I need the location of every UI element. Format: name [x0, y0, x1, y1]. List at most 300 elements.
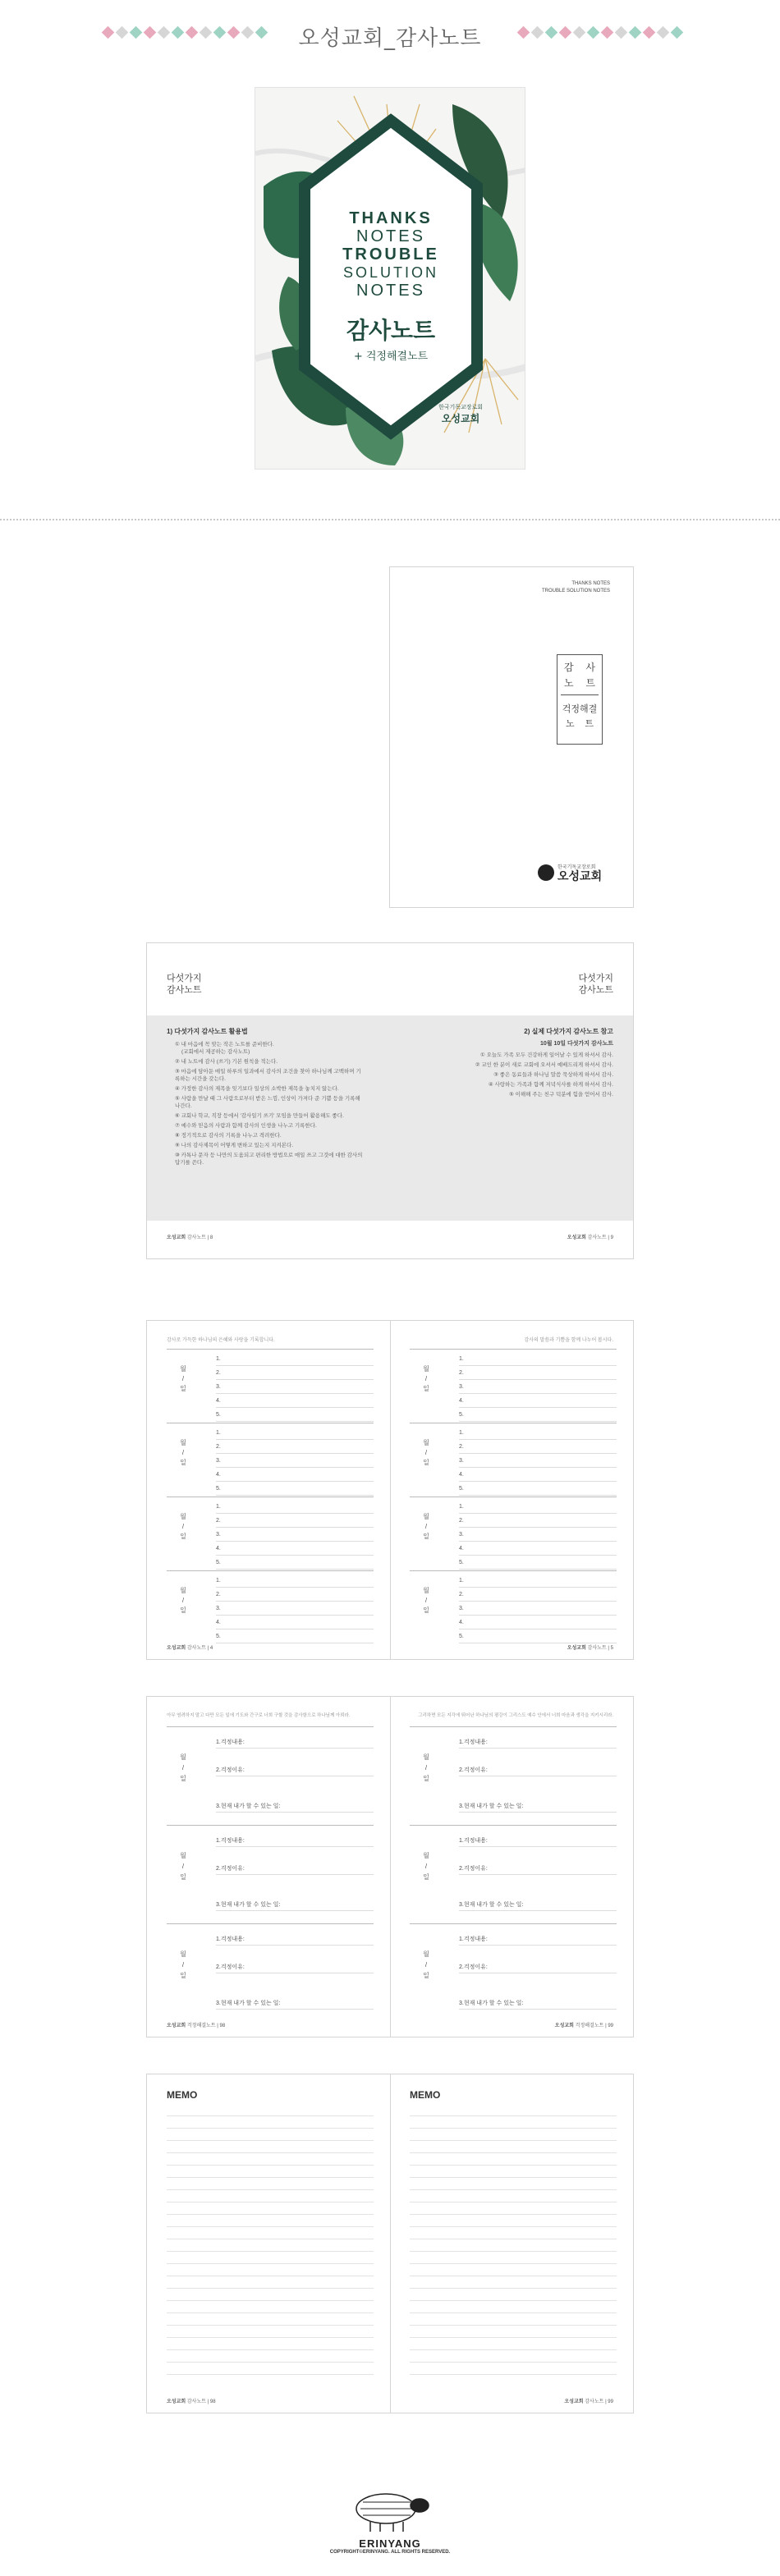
- thanks-line[interactable]: [216, 1630, 374, 1643]
- date-label: /: [181, 1863, 185, 1870]
- worry-field[interactable]: [216, 1898, 374, 1911]
- title-box-char: 감: [564, 662, 574, 673]
- date-label: 월: [180, 1950, 186, 1958]
- memo-right-footer: [564, 2397, 613, 2404]
- thanks-line[interactable]: [216, 1409, 374, 1422]
- worry-field-label: 3.현재 내가 할 수 있는 일:: [216, 1902, 281, 1908]
- thanks-line[interactable]: [216, 1353, 374, 1366]
- date-column: [410, 1949, 443, 1981]
- date-label: 월: [180, 1587, 186, 1594]
- worry-field[interactable]: [459, 1735, 617, 1749]
- worry-field[interactable]: [216, 1834, 374, 1847]
- line-number: 5.: [459, 1560, 464, 1565]
- memo-line[interactable]: [167, 2141, 374, 2153]
- thanks-line[interactable]: [216, 1427, 374, 1440]
- line-number: 4.: [216, 1472, 221, 1478]
- memo-line[interactable]: [410, 2276, 617, 2289]
- worry-field[interactable]: [216, 1996, 374, 2010]
- line-number: 5.: [216, 1634, 221, 1639]
- worry-field[interactable]: [459, 1862, 617, 1875]
- date-label: 월: [423, 1950, 429, 1958]
- thanks-line[interactable]: [216, 1483, 374, 1496]
- intro-left-footer: [167, 1233, 213, 1240]
- line-number: 2.: [216, 1370, 221, 1376]
- date-label: 월: [423, 1753, 429, 1761]
- worry-field[interactable]: [459, 1960, 617, 1973]
- title-box-row2: [557, 674, 602, 694]
- spread-gutter: [390, 1697, 391, 2037]
- footer-page: 걱정해결노트 | 98: [186, 2024, 226, 2028]
- memo-line[interactable]: [167, 2301, 374, 2313]
- date-label: /: [424, 1523, 428, 1530]
- date-label: /: [424, 1449, 428, 1456]
- thanks-line[interactable]: [459, 1469, 617, 1482]
- thanks-line[interactable]: [459, 1630, 617, 1643]
- intro-right-item: ① 오늘도 가족 모두 건강하게 일어날 수 있게 하셔서 감사.: [479, 1052, 613, 1058]
- memo-line[interactable]: [167, 2166, 374, 2178]
- decor-diamonds-right: [517, 28, 683, 37]
- date-label: 일: [423, 1607, 429, 1614]
- worry-field[interactable]: [216, 1932, 374, 1946]
- cover-church-name: 오성교회: [441, 413, 480, 424]
- memo-line[interactable]: [167, 2338, 374, 2350]
- thanks-line[interactable]: [216, 1469, 374, 1482]
- memo-line[interactable]: [410, 2338, 617, 2350]
- thanks-entry-block: [410, 1349, 617, 1423]
- cover-en-line: NOTES: [356, 227, 425, 245]
- thanks-line[interactable]: [459, 1409, 617, 1422]
- thanks-line[interactable]: [216, 1588, 374, 1602]
- date-column: [410, 1364, 443, 1394]
- worry-field[interactable]: [216, 1862, 374, 1875]
- title-box-char: 트: [585, 718, 594, 729]
- worry-field-label: 1.걱정내용:: [459, 1739, 488, 1745]
- line-number: 3.: [216, 1458, 221, 1464]
- intro-left-column: [167, 1027, 364, 1167]
- footer-page: 감사노트 | 9: [587, 1235, 613, 1240]
- date-column: [410, 1850, 443, 1882]
- date-label: 월: [180, 1852, 186, 1859]
- thanks-entry-block: [410, 1570, 617, 1644]
- thanks-line[interactable]: [459, 1515, 617, 1528]
- memo-line[interactable]: [410, 2363, 617, 2375]
- intro-left-list: [167, 1041, 364, 1167]
- line-number: 4.: [459, 1472, 464, 1478]
- title-box: [557, 654, 603, 745]
- thanks-entry-block: [410, 1497, 617, 1570]
- thanks-line[interactable]: [459, 1616, 617, 1629]
- memo-line[interactable]: [410, 2326, 617, 2338]
- memo-line[interactable]: [167, 2363, 374, 2375]
- line-number: 4.: [216, 1398, 221, 1404]
- worry-field-label: 1.걱정내용:: [216, 1937, 245, 1942]
- memo-line[interactable]: [410, 2116, 617, 2129]
- date-label: /: [424, 1375, 428, 1382]
- memo-line[interactable]: [167, 2215, 374, 2227]
- title-box-char: 노: [564, 677, 574, 689]
- worry-field-label: 2.걱정이유:: [459, 1964, 488, 1970]
- date-label: /: [181, 1961, 185, 1969]
- cover-en-line: NOTES: [356, 282, 425, 300]
- memo-line[interactable]: [410, 2202, 617, 2215]
- thanks-line[interactable]: [459, 1353, 617, 1366]
- thanks-line[interactable]: [459, 1529, 617, 1542]
- intro-right-footer: [567, 1233, 613, 1240]
- line-number: 5.: [459, 1412, 464, 1418]
- line-number: 2.: [216, 1592, 221, 1597]
- intro-left-item: ② 내 노트에 감사 (쓰기) 기본 원칙을 적는다.: [175, 1059, 278, 1065]
- worry-field-label: 3.현재 내가 할 수 있는 일:: [216, 2001, 281, 2006]
- line-number: 5.: [216, 1560, 221, 1565]
- intro-right-heading1: 다섯가지: [578, 974, 613, 983]
- footer-church: 오성교회: [567, 1646, 586, 1651]
- memo-line[interactable]: [410, 2350, 617, 2363]
- thanks-line[interactable]: [459, 1501, 617, 1514]
- worry-field-label: 1.걱정내용:: [459, 1937, 488, 1942]
- date-column: [167, 1850, 200, 1882]
- thanks-line[interactable]: [459, 1367, 617, 1380]
- memo-line[interactable]: [167, 2276, 374, 2289]
- date-column: [167, 1949, 200, 1981]
- intro-left-heading2: 감사노트: [167, 985, 202, 995]
- memo-line[interactable]: [167, 2264, 374, 2276]
- memo-line[interactable]: [167, 2239, 374, 2252]
- intro-left-item: ④ 가정한 감사의 제목을 잊기보다 일상의 소박한 제목을 놓치지 않는다.: [175, 1086, 339, 1092]
- title-box-char: 노: [566, 718, 575, 729]
- line-number: 3.: [459, 1458, 464, 1464]
- intro-right-column: [400, 1027, 613, 1100]
- title-page: [389, 566, 634, 908]
- thanks-entry-block: [167, 1497, 374, 1570]
- date-label: /: [424, 1863, 428, 1870]
- intro-right-item: ③ 좋은 동료들과 하나님 말씀 묵상하게 하셔서 감사.: [493, 1072, 613, 1078]
- thanks-entry-block: [167, 1423, 374, 1497]
- worry-entry-block: [410, 1825, 617, 1923]
- intro-left-item: (교회에서 제공하는 감사노트): [181, 1049, 250, 1055]
- memo-line[interactable]: [410, 2104, 617, 2116]
- thanks-line[interactable]: [216, 1542, 374, 1556]
- worry-field[interactable]: [459, 1898, 617, 1911]
- line-number: 2.: [216, 1444, 221, 1450]
- intro-left-heading: [167, 973, 202, 996]
- memo-line[interactable]: [410, 2264, 617, 2276]
- memo-left-lines: [167, 2104, 374, 2375]
- thanks-line[interactable]: [216, 1367, 374, 1380]
- line-number: 3.: [216, 1606, 221, 1611]
- memo-line[interactable]: [167, 2252, 374, 2264]
- title-box-row1: [557, 655, 602, 674]
- footer-page: 감사노트 | 5: [587, 1646, 613, 1651]
- intro-right-heading: [578, 973, 613, 996]
- line-number: 5.: [459, 1634, 464, 1639]
- memo-line[interactable]: [167, 2190, 374, 2202]
- dotted-divider: [0, 519, 780, 520]
- intro-left-section-title: 1) 다섯가지 감사노트 활용법: [167, 1028, 248, 1035]
- date-label: 일: [180, 1385, 186, 1392]
- memo-line[interactable]: [167, 2153, 374, 2166]
- date-label: /: [181, 1375, 185, 1382]
- memo-line[interactable]: [410, 2129, 617, 2141]
- thanks-line[interactable]: [459, 1556, 617, 1570]
- worry-field[interactable]: [459, 1932, 617, 1946]
- thanks-line[interactable]: [216, 1395, 374, 1408]
- date-column: [410, 1586, 443, 1616]
- worry-left-note: 아무 염려하지 말고 다만 모든 일에 기도와 간구로 너희 구할 것을 감사함으로 하나님께 아뢰라.: [167, 1713, 351, 1718]
- memo-line[interactable]: [167, 2129, 374, 2141]
- memo-line[interactable]: [167, 2289, 374, 2301]
- memo-line[interactable]: [410, 2289, 617, 2301]
- title-page-en-line1: THANKS NOTES: [571, 581, 610, 586]
- thanks-line[interactable]: [216, 1556, 374, 1570]
- cover-org-small: 한국기독교장로회: [438, 405, 484, 410]
- line-number: 2.: [216, 1518, 221, 1524]
- memo-line[interactable]: [410, 2313, 617, 2326]
- cover-ko-title: 감사노트: [346, 317, 436, 344]
- cover-image: [255, 87, 525, 470]
- date-column: [410, 1512, 443, 1542]
- line-number: 3.: [459, 1606, 464, 1611]
- cover-en-line: THANKS: [349, 209, 433, 227]
- memo-spread: [146, 2074, 634, 2413]
- date-label: 월: [423, 1439, 429, 1446]
- line-number: 2.: [459, 1444, 464, 1450]
- date-label: 일: [180, 1533, 186, 1540]
- line-number: 2.: [459, 1592, 464, 1597]
- worry-field-label: 3.현재 내가 할 수 있는 일:: [459, 2001, 524, 2006]
- thanks-line[interactable]: [216, 1616, 374, 1629]
- worry-entry-block: [410, 1726, 617, 1825]
- thanks-line[interactable]: [459, 1574, 617, 1588]
- footer-page: 감사노트 | 4: [186, 1646, 213, 1651]
- worry-entry-block: [410, 1923, 617, 2022]
- worry-field[interactable]: [459, 1834, 617, 1847]
- footer-page: 감사노트 | 8: [186, 1235, 213, 1240]
- brand-name: ERINYANG: [359, 2537, 421, 2550]
- date-label: 월: [180, 1439, 186, 1446]
- date-column: [167, 1586, 200, 1616]
- date-label: 월: [423, 1513, 429, 1520]
- memo-left-footer: [167, 2397, 216, 2404]
- thanks-right-blocks: [410, 1349, 617, 1644]
- thanks-left-blocks: [167, 1349, 374, 1644]
- page-header: [0, 15, 780, 56]
- thanks-line[interactable]: [459, 1395, 617, 1408]
- memo-line[interactable]: [167, 2202, 374, 2215]
- date-label: 일: [180, 1607, 186, 1614]
- line-number: 3.: [459, 1532, 464, 1538]
- line-number: 1.: [459, 1430, 464, 1436]
- intro-left-heading1: 다섯가지: [167, 974, 202, 983]
- line-number: 4.: [459, 1546, 464, 1552]
- thanks-line[interactable]: [459, 1542, 617, 1556]
- worry-field-label: 2.걱정이유:: [216, 1767, 245, 1773]
- memo-line[interactable]: [167, 2104, 374, 2116]
- worry-field-label: 3.현재 내가 할 수 있는 일:: [216, 1804, 281, 1809]
- footer-church: 오성교회: [167, 1646, 186, 1651]
- memo-right-lines: [410, 2104, 617, 2375]
- worry-field-label: 3.현재 내가 할 수 있는 일:: [459, 1902, 524, 1908]
- worry-field[interactable]: [216, 1763, 374, 1776]
- thanks-line[interactable]: [216, 1381, 374, 1394]
- intro-right-item: ⑤ 이해해 주는 친구 덕분에 힘을 얻어서 감사.: [508, 1092, 613, 1098]
- memo-line[interactable]: [167, 2116, 374, 2129]
- cover-en-line: TROUBLE: [342, 245, 439, 264]
- thanks-line[interactable]: [459, 1455, 617, 1468]
- intro-gray-band: [147, 1015, 633, 1221]
- thanks-line[interactable]: [459, 1602, 617, 1616]
- memo-line[interactable]: [410, 2141, 617, 2153]
- brand-footer: [308, 2487, 472, 2569]
- thanks-line[interactable]: [459, 1441, 617, 1454]
- worry-field-label: 2.걱정이유:: [216, 1964, 245, 1970]
- line-number: 1.: [459, 1504, 464, 1510]
- memo-line[interactable]: [410, 2301, 617, 2313]
- worry-right-footer: [555, 2021, 613, 2028]
- thanks-line[interactable]: [216, 1529, 374, 1542]
- worry-entry-block: [167, 1726, 374, 1825]
- footer-page: 감사노트 | 98: [186, 2400, 216, 2404]
- intro-left-item: ⑨ 나의 감사제목이 어떻게 변하고 있는지 지켜본다.: [175, 1143, 294, 1148]
- line-number: 4.: [459, 1398, 464, 1404]
- worry-field-label: 2.걱정이유:: [459, 1866, 488, 1872]
- line-number: 1.: [216, 1578, 221, 1584]
- title-page-logo: [538, 863, 602, 882]
- line-number: 4.: [216, 1620, 221, 1625]
- thanks-line[interactable]: [216, 1574, 374, 1588]
- date-label: 일: [180, 1972, 186, 1979]
- line-number: 3.: [216, 1384, 221, 1390]
- line-number: 5.: [216, 1486, 221, 1492]
- title-page-en-line2: TROUBLE SOLUTION NOTES: [541, 589, 610, 594]
- memo-line[interactable]: [410, 2190, 617, 2202]
- thanks-right-note: 감사의 말씀과 기쁨을 함께 나누어 봅시다.: [524, 1338, 613, 1343]
- footer-church: 오성교회: [167, 2024, 186, 2028]
- worry-field-label: 1.걱정내용:: [216, 1838, 245, 1844]
- date-label: 일: [180, 1775, 186, 1782]
- worry-left-footer: [167, 2021, 225, 2028]
- thanks-line[interactable]: [459, 1483, 617, 1496]
- thanks-line[interactable]: [459, 1588, 617, 1602]
- intro-right-list: [400, 1051, 613, 1100]
- church-logo-icon: [538, 864, 554, 881]
- intro-spread: [146, 942, 634, 1259]
- date-label: /: [424, 1597, 428, 1604]
- thanks-entry-block: [410, 1423, 617, 1497]
- memo-line[interactable]: [167, 2350, 374, 2363]
- footer-page: 걱정해결노트 | 99: [575, 2024, 613, 2028]
- thanks-line[interactable]: [216, 1501, 374, 1514]
- thanks-right-footer: [567, 1643, 613, 1651]
- date-label: /: [424, 1961, 428, 1969]
- date-label: 월: [423, 1852, 429, 1859]
- date-label: 일: [180, 1873, 186, 1881]
- date-label: 일: [180, 1459, 186, 1466]
- cover-church-block: [420, 403, 502, 425]
- memo-line[interactable]: [410, 2166, 617, 2178]
- date-column: [167, 1752, 200, 1784]
- line-number: 4.: [459, 1620, 464, 1625]
- memo-line[interactable]: [410, 2239, 617, 2252]
- cover-ko-subtitle: + 걱정해결노트: [353, 351, 429, 363]
- worry-field[interactable]: [216, 1799, 374, 1813]
- thanks-line[interactable]: [216, 1455, 374, 1468]
- cover-text-block: [255, 209, 525, 363]
- worry-right-blocks: [410, 1726, 617, 2022]
- worry-field[interactable]: [216, 1735, 374, 1749]
- date-label: /: [181, 1597, 185, 1604]
- date-label: 월: [180, 1365, 186, 1373]
- date-column: [167, 1364, 200, 1394]
- footer-church: 오성교회: [564, 2400, 584, 2404]
- date-label: 월: [180, 1513, 186, 1520]
- worry-field-label: 1.걱정내용:: [459, 1838, 488, 1844]
- thanks-line[interactable]: [216, 1515, 374, 1528]
- worry-field[interactable]: [216, 1960, 374, 1973]
- thanks-left-note: 감사로 가득한 하나님의 은혜와 사랑을 기록합니다.: [167, 1338, 275, 1343]
- memo-line[interactable]: [410, 2252, 617, 2264]
- worry-field-label: 2.걱정이유:: [459, 1767, 488, 1773]
- line-number: 5.: [216, 1412, 221, 1418]
- intro-left-item: ① 내 마음에 꼭 맞는 작은 노트를 준비한다.: [175, 1042, 274, 1047]
- memo-line[interactable]: [410, 2215, 617, 2227]
- footer-church: 오성교회: [554, 2024, 574, 2028]
- footer-church: 오성교회: [167, 1235, 186, 1240]
- thanks-line[interactable]: [216, 1441, 374, 1454]
- spread-gutter: [390, 1321, 391, 1659]
- date-label: /: [181, 1449, 185, 1456]
- worry-field[interactable]: [459, 1996, 617, 2010]
- title-box-row4: [557, 715, 602, 730]
- date-label: 일: [423, 1533, 429, 1540]
- memo-line[interactable]: [410, 2153, 617, 2166]
- memo-line[interactable]: [167, 2326, 374, 2338]
- intro-left-item: ⑩ 카톡나 문자 등 나만의 도움되고 편리한 방법으로 매일 쓰고 그것에 대한 감사의 답기를 쓴다.: [175, 1153, 363, 1166]
- memo-line[interactable]: [167, 2178, 374, 2190]
- date-label: 일: [423, 1972, 429, 1979]
- date-label: 월: [180, 1753, 186, 1761]
- date-label: 월: [423, 1365, 429, 1373]
- thanks-line[interactable]: [459, 1427, 617, 1440]
- date-label: 일: [423, 1775, 429, 1782]
- thanks-line[interactable]: [216, 1602, 374, 1616]
- line-number: 1.: [216, 1504, 221, 1510]
- date-label: /: [181, 1523, 185, 1530]
- worry-field[interactable]: [459, 1799, 617, 1813]
- title-page-en: [542, 580, 610, 595]
- intro-left-item: ⑥ 교회나 학교, 직장 등에서 '감사일기 쓰기' 모임을 만들어 활용해도 좋다.: [175, 1113, 344, 1119]
- worry-field[interactable]: [459, 1763, 617, 1776]
- memo-line[interactable]: [410, 2178, 617, 2190]
- worry-field-label: 1.걱정내용:: [216, 1739, 245, 1745]
- intro-left-item: ⑦ 예수와 믿음의 사람과 함께 감사의 인생을 나누고 기록한다.: [175, 1123, 317, 1129]
- title-box-char: 사: [585, 662, 595, 673]
- memo-right-title: MEMO: [410, 2089, 441, 2101]
- date-label: /: [424, 1764, 428, 1772]
- intro-left-item: ③ 마음에 담아둔 매일 하루의 일과에서 감사의 조건을 찾아 하나님께 고백하며 기록하는 시간을 갖는다.: [175, 1069, 361, 1082]
- sheep-logo-icon: [341, 2487, 439, 2533]
- spread-gutter: [390, 2074, 391, 2413]
- intro-right-heading2: 감사노트: [578, 985, 613, 995]
- brand-copyright: COPYRIGHT©ERINYANG. ALL RIGHTS RESERVED.: [329, 2550, 451, 2555]
- title-box-char: 트: [585, 677, 595, 689]
- worry-entry-block: [167, 1825, 374, 1923]
- thanks-spread: [146, 1320, 634, 1660]
- memo-line[interactable]: [167, 2313, 374, 2326]
- line-number: 1.: [459, 1578, 464, 1584]
- memo-line[interactable]: [167, 2227, 374, 2239]
- memo-line[interactable]: [410, 2227, 617, 2239]
- thanks-line[interactable]: [459, 1381, 617, 1394]
